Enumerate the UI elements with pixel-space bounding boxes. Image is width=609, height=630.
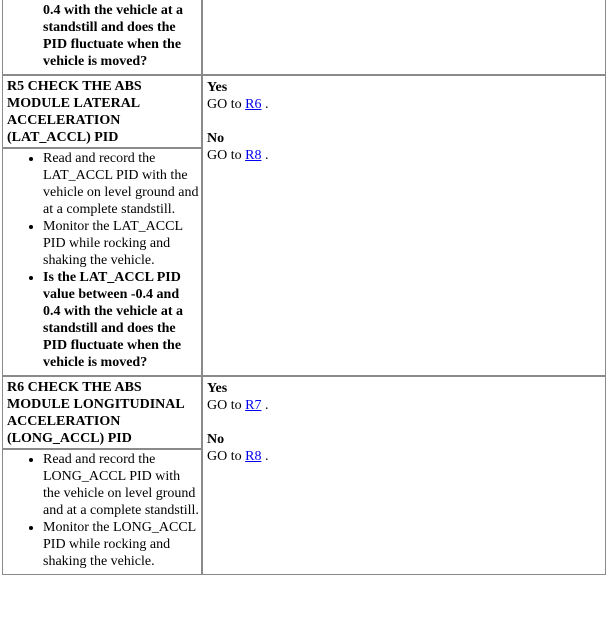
yes-go-text: GO to [206, 398, 242, 413]
goto-r8-link[interactable]: R8 [245, 449, 262, 464]
no-label: No [206, 131, 225, 146]
step-header-row-r5 [2, 75, 606, 148]
step-result-cell-r5: Yes GO to R6 . No GO to R8 . [202, 75, 606, 376]
yes-label: Yes [206, 80, 228, 95]
action-list [3, 0, 199, 70]
action-item: • Monitor the LONG_ACCL PID while rocking and shaking the vehicle. [43, 519, 199, 570]
action-item: • Monitor the LAT_ACCL PID while rocking and shaking the vehicle. [43, 218, 199, 269]
no-go-text: GO to [206, 449, 242, 464]
step-title-r5: R5 CHECK THE ABS MODULE LATERAL ACCELERATION (LAT_ACCL) PID [7, 79, 142, 145]
no-label: No [206, 432, 225, 447]
goto-r8-link[interactable]: R8 [245, 148, 262, 163]
step-title-cell [2, 376, 202, 449]
step-question-r5: • Is the LAT_ACCL PID value between -0.4 and 0.4 with the vehicle at a standstill and does the PID fluctuate when the vehicle is moved? [43, 269, 199, 371]
step-header-row-r6 [2, 376, 606, 449]
step-row-continued [2, 0, 606, 75]
action-item: • Read and record the LONG_ACCL PID with the vehicle on level ground and at a complete standstill. [43, 451, 199, 519]
action-list-r5 [3, 150, 199, 371]
step-result-cell [202, 0, 606, 75]
step-action-cell-r5 [2, 148, 202, 376]
goto-r7-link[interactable]: R7 [245, 398, 262, 413]
action-item: • Read and record the LAT_ACCL PID with the vehicle on level ground and at a complete standstill. [43, 150, 199, 218]
pinpoint-test-table [2, 0, 606, 575]
step-action-cell-r6 [2, 449, 202, 575]
no-go-text: GO to [206, 148, 242, 163]
action-list-r6 [3, 451, 199, 570]
step-title-cell [2, 75, 202, 148]
step-result-cell-r6: Yes GO to R7 . No GO to R8 . [202, 376, 606, 575]
step-title-r6: R6 CHECK THE ABS MODULE LONGITUDINAL ACCELERATION (LONG_ACCL) PID [7, 380, 184, 446]
goto-r6-link[interactable]: R6 [245, 97, 262, 112]
step-action-cell [2, 0, 202, 75]
yes-label: Yes [206, 381, 228, 396]
step-question: • 0.4 with the vehicle at a standstill and does the PID fluctuate when the vehicle is moved? [43, 0, 199, 70]
yes-go-text: GO to [206, 97, 242, 112]
